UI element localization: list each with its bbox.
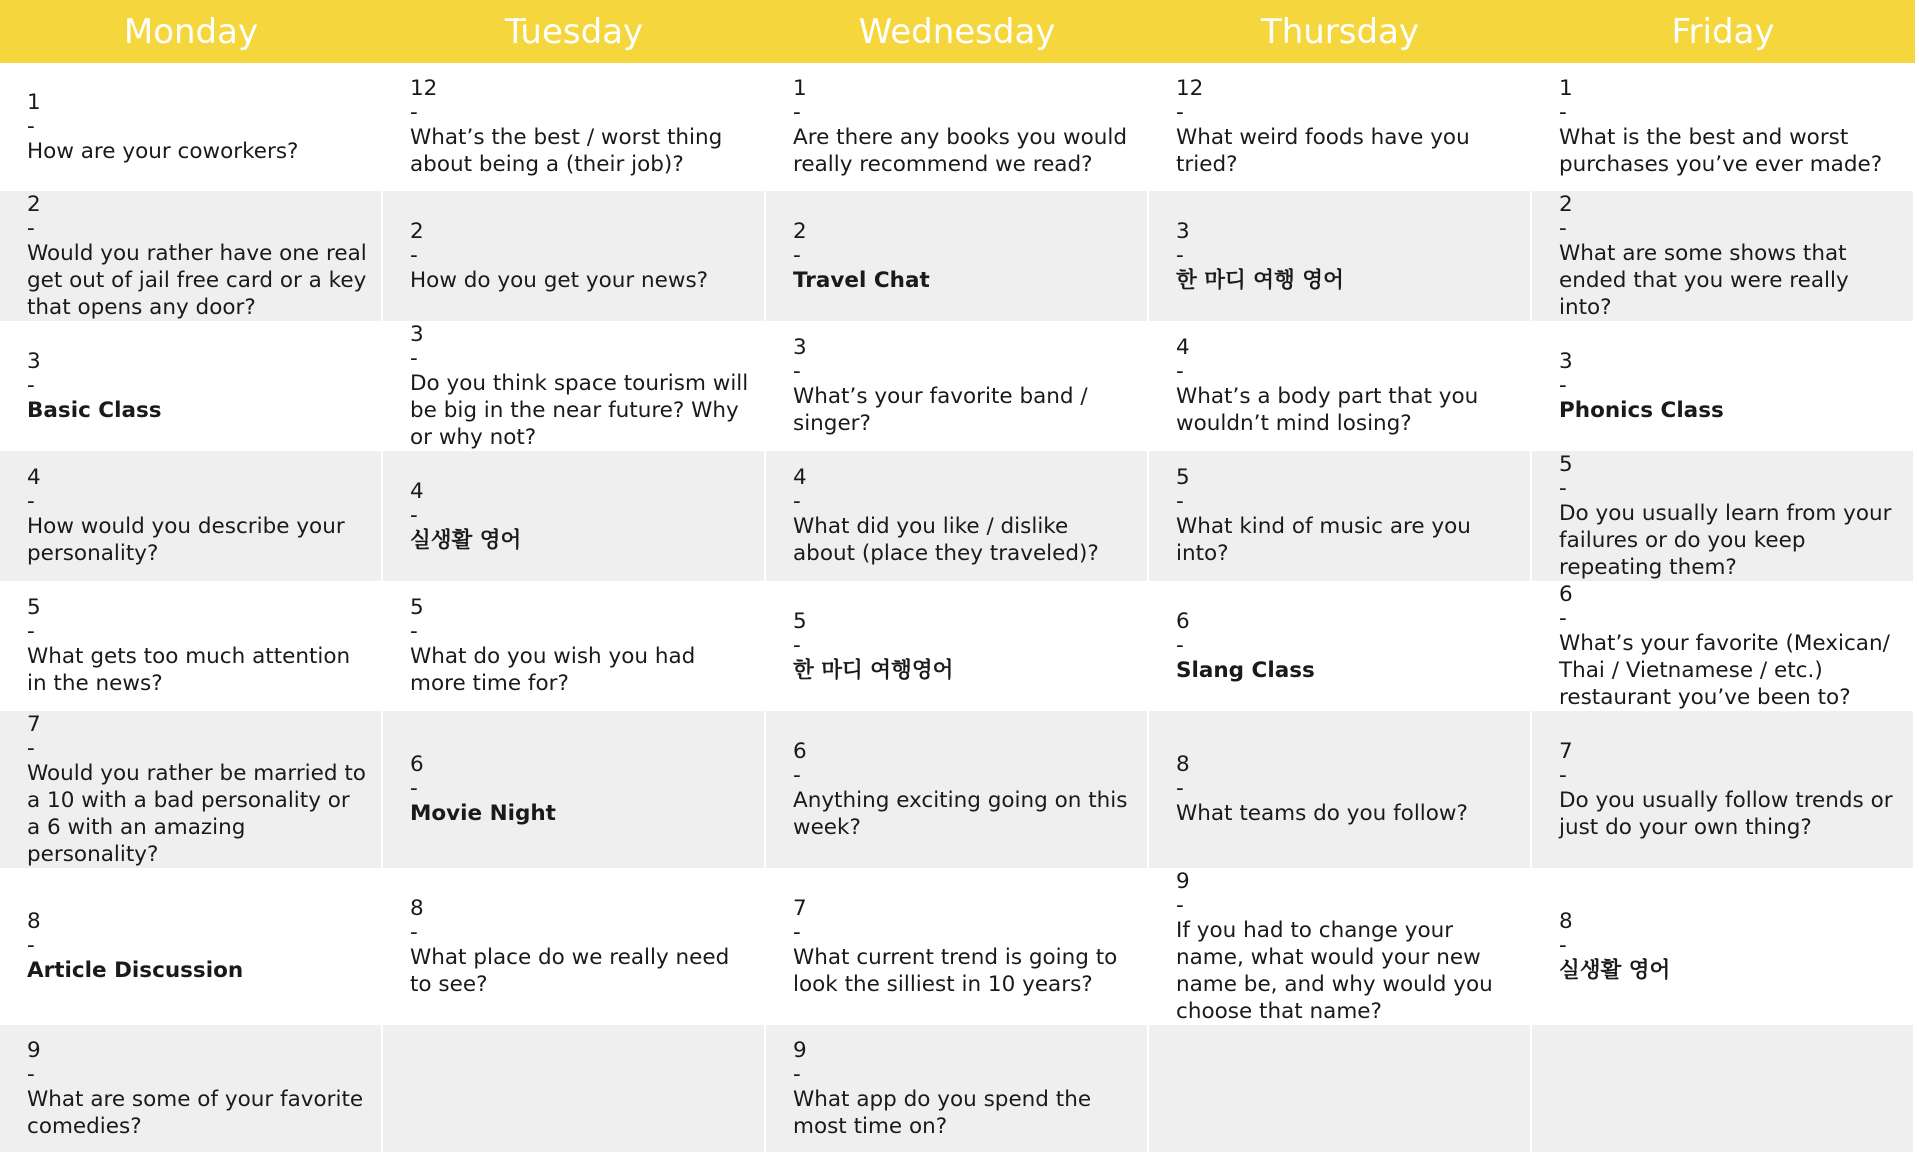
slot-separator: - (1559, 215, 1567, 241)
slot-topic: What’s the best / worst thing about being a (their job)? (410, 125, 723, 178)
slot-topic: Phonics Class (1559, 397, 1724, 423)
slot-topic: Do you usually follow trends or just do your own thing? (1559, 787, 1893, 840)
slot-topic: What’s your favorite (Mexican/ Thai / Vietnamese / etc.) restaurant you’ve been to? (1559, 630, 1890, 710)
slot-topic: Do you think space tourism will be big in the near future? Why or why not? (410, 370, 749, 450)
schedule-slot-wednesday (766, 711, 1149, 868)
slot-number: 9 (27, 1037, 41, 1063)
schedule-slot-tuesday (383, 451, 766, 581)
slot-separator: - (27, 735, 35, 761)
schedule-slot-thursday (1149, 191, 1532, 321)
schedule-slot-monday (0, 711, 383, 868)
slot-number: 4 (27, 465, 41, 490)
slot-topic: Would you rather have one real get out of jail free card or a key that opens any door? (27, 240, 367, 320)
slot-separator: - (1559, 605, 1567, 631)
schedule-slot-wednesday (766, 868, 1149, 1025)
slot-topic: Do you usually learn from your failures or do you keep repeating them? (1559, 500, 1892, 580)
slot-separator: - (27, 619, 35, 644)
schedule-slot-wednesday (766, 581, 1149, 711)
slot-topic: Would you rather be married to a 10 with a bad personality or a 6 with an amazing personality? (27, 760, 366, 867)
slot-number: 6 (793, 738, 807, 764)
slot-separator: - (1559, 762, 1567, 788)
slot-number: 7 (793, 895, 807, 921)
slot-separator: - (1176, 776, 1184, 801)
slot-number: 5 (1176, 465, 1190, 490)
slot-topic: Slang Class (1176, 657, 1315, 683)
slot-number: 1 (793, 76, 807, 102)
slot-number: 12 (410, 76, 438, 102)
slot-number: 2 (410, 218, 424, 244)
slot-topic: How would you describe your personality? (27, 514, 345, 566)
slot-separator: - (1176, 242, 1184, 268)
slot-topic: What app do you spend the most time on? (793, 1086, 1092, 1139)
slot-topic: Anything exciting going on this week? (793, 787, 1128, 840)
slot-topic: Article Discussion (27, 958, 244, 983)
slot-separator: - (1559, 933, 1567, 958)
slot-topic: What’s your favorite band / singer? (793, 384, 1088, 436)
slot-topic: 실생활 영어 (1559, 958, 1671, 983)
slot-topic: What kind of music are you into? (1176, 514, 1471, 566)
slot-number: 8 (1559, 909, 1573, 934)
slot-separator: - (410, 502, 418, 528)
slot-topic: What do you wish you had more time for? (410, 644, 696, 696)
slot-separator: - (793, 919, 801, 945)
slot-separator: - (793, 632, 801, 658)
slot-number: 5 (410, 595, 424, 620)
schedule-slot-friday (1532, 451, 1915, 581)
slot-number: 7 (27, 711, 41, 737)
slot-separator: - (410, 242, 418, 268)
slot-number: 6 (1559, 581, 1573, 607)
schedule-slot-tuesday (383, 581, 766, 711)
schedule-slot-thursday (1149, 868, 1532, 1025)
schedule-slot-thursday (1149, 451, 1532, 581)
slot-number: 7 (1559, 738, 1573, 764)
day-header-friday: Friday (1532, 0, 1915, 63)
slot-number: 4 (1176, 335, 1190, 360)
schedule-slot-thursday (1149, 321, 1532, 451)
schedule-slot-wednesday (766, 451, 1149, 581)
slot-separator: - (793, 242, 801, 268)
slot-number: 4 (793, 465, 807, 490)
slot-number: 2 (1559, 191, 1573, 217)
schedule-slot-thursday (1149, 581, 1532, 711)
slot-topic: What place do we really need to see? (410, 944, 730, 997)
slot-number: 8 (27, 909, 41, 934)
slot-separator: - (410, 100, 418, 126)
schedule-slot-friday (1532, 63, 1915, 191)
slot-number: 5 (27, 595, 41, 620)
slot-number: 3 (793, 335, 807, 360)
slot-number: 2 (793, 218, 807, 244)
slot-number: 3 (410, 321, 424, 347)
slot-topic: What are some shows that ended that you were really into? (1559, 240, 1849, 320)
empty-slot-thursday (1149, 1025, 1532, 1152)
schedule-slot-tuesday (383, 321, 766, 451)
empty-slot-tuesday (383, 1025, 766, 1152)
schedule-slot-friday (1532, 581, 1915, 711)
slot-topic: Movie Night (410, 801, 556, 826)
schedule-slot-monday (0, 1025, 383, 1152)
slot-topic: What are some of your favorite comedies? (27, 1086, 364, 1139)
slot-separator: - (793, 1061, 801, 1087)
slot-topic: What weird foods have you tried? (1176, 125, 1470, 178)
slot-number: 1 (27, 89, 41, 115)
schedule-slot-thursday (1149, 63, 1532, 191)
schedule-slot-monday (0, 191, 383, 321)
slot-separator: - (27, 215, 35, 241)
slot-topic: What did you like / dislike about (place they traveled)? (793, 514, 1099, 566)
schedule-slot-wednesday (766, 191, 1149, 321)
slot-number: 9 (1176, 868, 1190, 894)
slot-number: 12 (1176, 76, 1204, 102)
slot-separator: - (793, 762, 801, 788)
schedule-slot-wednesday (766, 321, 1149, 451)
slot-separator: - (1176, 892, 1184, 918)
slot-separator: - (27, 113, 35, 139)
schedule-slot-thursday (1149, 711, 1532, 868)
slot-topic: 한 마디 여행 영어 (1176, 267, 1344, 293)
schedule-slot-friday (1532, 321, 1915, 451)
day-header-wednesday: Wednesday (766, 0, 1149, 63)
schedule-slot-tuesday (383, 868, 766, 1025)
slot-separator: - (410, 776, 418, 801)
schedule-slot-monday (0, 451, 383, 581)
slot-topic: How are your coworkers? (27, 138, 299, 164)
slot-number: 5 (793, 608, 807, 634)
slot-separator: - (1559, 475, 1567, 501)
slot-topic: 실생활 영어 (410, 527, 522, 553)
slot-number: 1 (1559, 76, 1573, 102)
schedule-slot-tuesday (383, 711, 766, 868)
schedule-slot-friday (1532, 191, 1915, 321)
slot-separator: - (410, 919, 418, 945)
slot-topic: What’s a body part that you wouldn’t mind losing? (1176, 384, 1479, 436)
day-header-thursday: Thursday (1149, 0, 1532, 63)
slot-number: 6 (410, 752, 424, 777)
schedule-slot-monday (0, 581, 383, 711)
slot-topic: If you had to change your name, what would your new name be, and why would you choose that name? (1176, 917, 1493, 1024)
slot-number: 2 (27, 191, 41, 217)
slot-topic: Are there any books you would really recommend we read? (793, 125, 1127, 178)
schedule-slot-wednesday (766, 63, 1149, 191)
schedule-slot-friday (1532, 711, 1915, 868)
day-header-monday: Monday (0, 0, 383, 63)
slot-separator: - (1176, 100, 1184, 126)
slot-topic: How do you get your news? (410, 267, 709, 293)
schedule-slot-monday (0, 321, 383, 451)
slot-number: 8 (410, 895, 424, 921)
slot-number: 9 (793, 1037, 807, 1063)
slot-topic: Travel Chat (793, 267, 930, 293)
slot-number: 3 (27, 348, 41, 374)
empty-slot-friday (1532, 1025, 1915, 1152)
slot-separator: - (1176, 359, 1184, 384)
slot-separator: - (410, 619, 418, 644)
slot-separator: - (27, 1061, 35, 1087)
slot-topic: 한 마디 여행영어 (793, 657, 954, 683)
slot-separator: - (793, 359, 801, 384)
slot-number: 4 (410, 478, 424, 504)
slot-separator: - (793, 100, 801, 126)
slot-topic: What is the best and worst purchases you’ve ever made? (1559, 125, 1883, 178)
slot-separator: - (410, 345, 418, 371)
slot-number: 5 (1559, 451, 1573, 477)
schedule-slot-tuesday (383, 63, 766, 191)
schedule-slot-wednesday (766, 1025, 1149, 1152)
slot-number: 8 (1176, 752, 1190, 777)
slot-separator: - (793, 489, 801, 514)
schedule-slot-friday (1532, 868, 1915, 1025)
schedule-slot-monday (0, 868, 383, 1025)
slot-number: 6 (1176, 608, 1190, 634)
slot-topic: What gets too much attention in the news? (27, 644, 351, 696)
slot-topic: What current trend is going to look the silliest in 10 years? (793, 944, 1118, 997)
slot-separator: - (27, 489, 35, 514)
slot-separator: - (1176, 489, 1184, 514)
schedule-slot-monday (0, 63, 383, 191)
slot-topic: Basic Class (27, 397, 162, 423)
slot-number: 3 (1176, 218, 1190, 244)
slot-topic: What teams do you follow? (1176, 801, 1468, 826)
schedule-slot-tuesday (383, 191, 766, 321)
slot-separator: - (27, 933, 35, 958)
slot-separator: - (27, 372, 35, 398)
slot-separator: - (1559, 100, 1567, 126)
slot-separator: - (1176, 632, 1184, 658)
slot-number: 3 (1559, 348, 1573, 374)
day-header-tuesday: Tuesday (383, 0, 766, 63)
slot-separator: - (1559, 372, 1567, 398)
